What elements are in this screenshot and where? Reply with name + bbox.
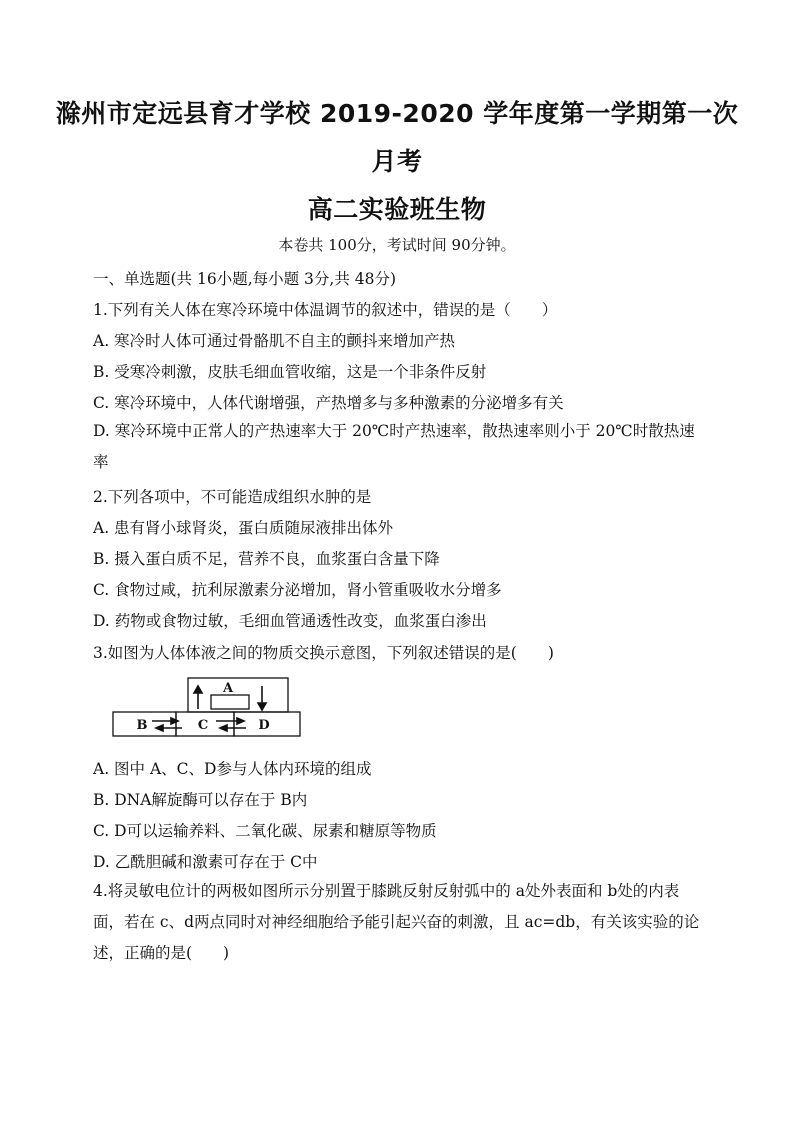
question-2-option-b: B. 摄入蛋白质不足，营养不良，血浆蛋白含量下降 <box>93 550 440 568</box>
section-heading: 一、单选题(共 16小题,每小题 3分,共 48分) <box>93 270 397 288</box>
exam-info: 本卷共 100分，考试时间 90分钟。 <box>278 236 516 254</box>
question-3-stem: 3.如图为人体体液之间的物质交换示意图，下列叙述错误的是( ) <box>93 644 554 662</box>
diagram-label-a: A <box>222 681 234 696</box>
exam-title-line2: 月考 <box>371 147 423 176</box>
compartment-a-inner-box <box>211 695 249 709</box>
question-2-option-d: D. 药物或食物过敏，毛细血管通透性改变，血浆蛋白渗出 <box>93 612 487 630</box>
question-3-option-d: D. 乙酰胆碱和激素可存在于 C中 <box>93 853 318 871</box>
question-4-stem: 4.将灵敏电位计的两极如图所示分别置于膝跳反射反射弧中的 a处外表面和 b处的内表面，若在 c、d两点同时对神经细胞给予能引起兴奋的刺激，且 ac=db，有关该实验的论述，正确的是( ) <box>93 882 700 962</box>
exam-subtitle: 高二实验班生物 <box>307 195 487 224</box>
question-1-stem: 1.下列有关人体在寒冷环境中体温调节的叙述中，错误的是（ ） <box>93 301 558 319</box>
exam-title-line1: 滁州市定远县育才学校 2019-2020 学年度第一学期第一次 <box>55 99 739 128</box>
question-3-option-c: C. D可以运输养料、二氧化碳、尿素和糖原等物质 <box>93 822 437 840</box>
question-2-option-c: C. 食物过咸，抗利尿激素分泌增加，肾小管重吸收水分增多 <box>93 581 502 599</box>
question-1-option-a: A. 寒冷时人体可通过骨骼肌不自主的颤抖来增加产热 <box>93 332 456 350</box>
question-1-option-b: B. 受寒冷刺激，皮肤毛细血管收缩，这是一个非条件反射 <box>93 363 487 381</box>
body-fluid-exchange-diagram <box>112 676 302 738</box>
question-3-option-b: B. DNA解旋酶可以存在于 B内 <box>93 791 308 809</box>
diagram-label-c: C <box>197 718 209 733</box>
diagram-label-b: B <box>136 718 148 733</box>
question-2-stem: 2.下列各项中，不可能造成组织水肿的是 <box>93 488 372 506</box>
question-2-option-a: A. 患有肾小球肾炎，蛋白质随尿液排出体外 <box>93 519 394 537</box>
diagram-label-d: D <box>258 718 270 733</box>
question-3-option-a: A. 图中 A、C、D参与人体内环境的组成 <box>93 760 372 778</box>
question-1-option-d: D. 寒冷环境中正常人的产热速率大于 20℃时产热速率，散热速率则小于 20℃时散热速率 <box>93 422 695 471</box>
question-1-option-c: C. 寒冷环境中，人体代谢增强，产热增多与多种激素的分泌增多有关 <box>93 394 564 412</box>
